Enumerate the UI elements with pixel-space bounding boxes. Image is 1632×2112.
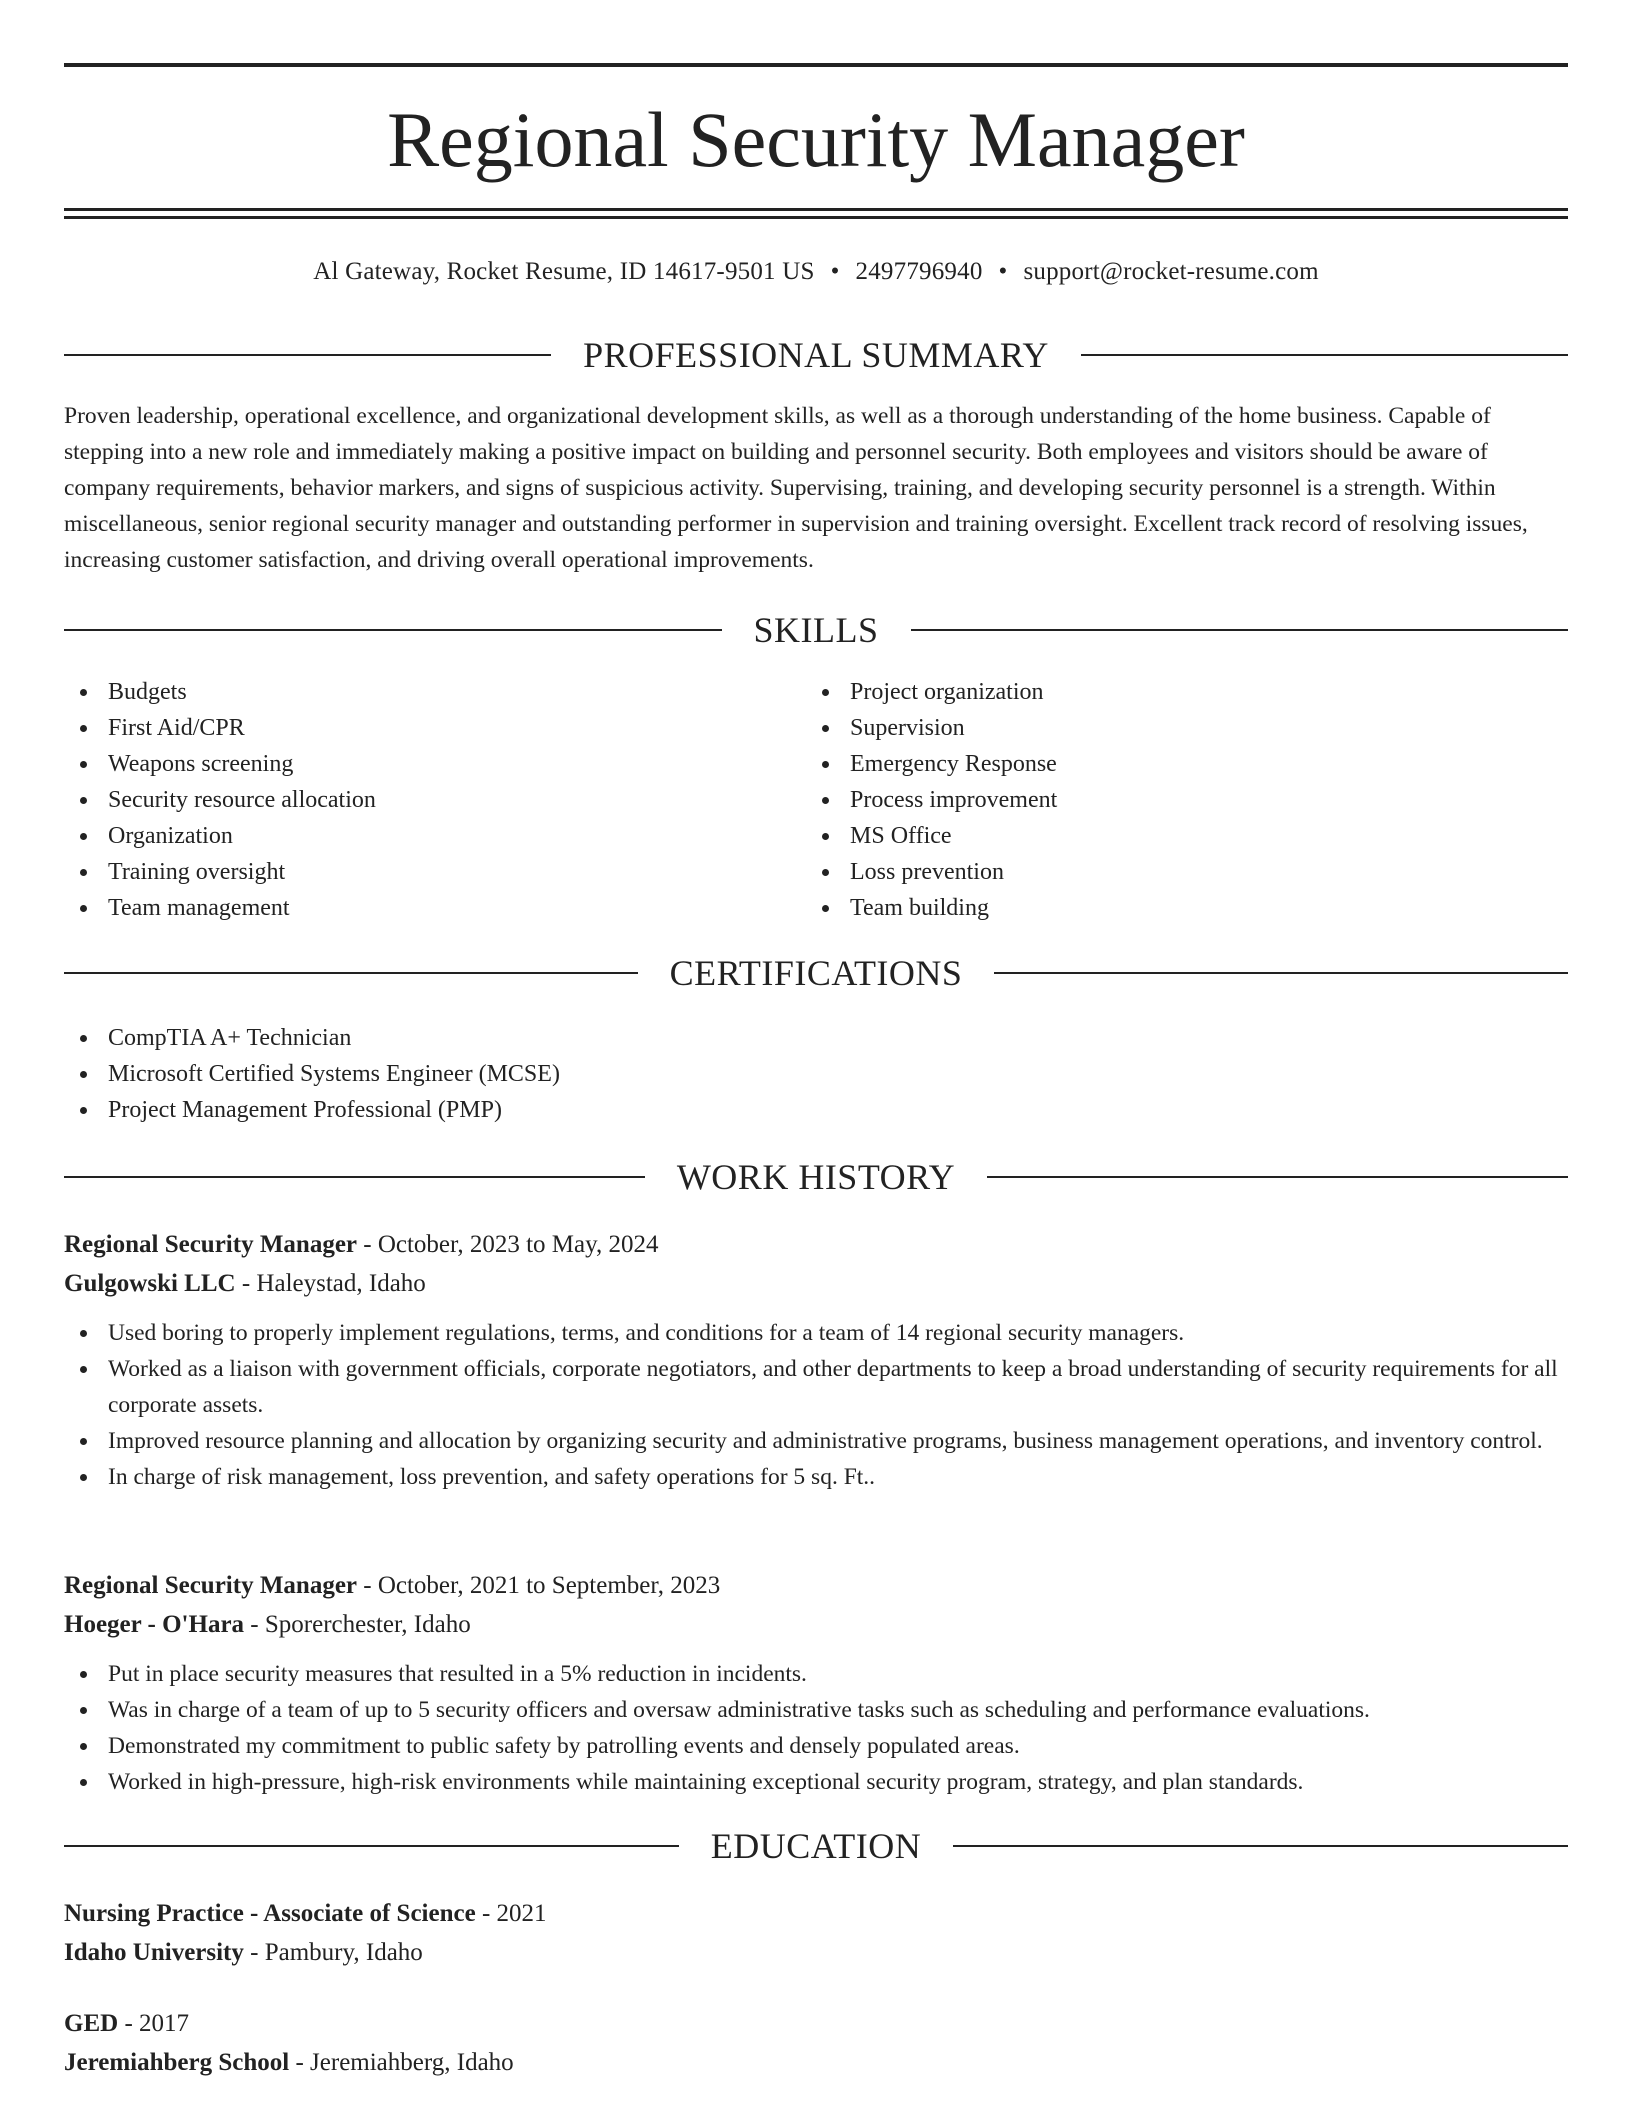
- skill-item: First Aid/CPR: [64, 710, 764, 746]
- education-entry: [64, 1894, 1568, 1972]
- section-title: EDUCATION: [710, 1826, 922, 1866]
- job-bullet: Put in place security measures that resulted in a 5% reduction in incidents.: [64, 1656, 1568, 1692]
- skill-item: Project organization: [806, 674, 1506, 710]
- job-location: - Sporerchester, Idaho: [244, 1611, 471, 1638]
- job-title-line: [64, 1566, 1568, 1605]
- divider-line: [64, 1845, 679, 1847]
- resume-title: Regional Security Manager: [387, 96, 1245, 183]
- section-title: PROFESSIONAL SUMMARY: [583, 335, 1049, 375]
- certification-item: Microsoft Certified Systems Engineer (MCSE): [64, 1056, 1568, 1092]
- skill-item: Loss prevention: [806, 854, 1506, 890]
- skill-item: Security resource allocation: [64, 782, 764, 818]
- contact-line: [64, 252, 1568, 292]
- job-title-line: [64, 1225, 1568, 1264]
- job-role: Regional Security Manager: [64, 1231, 358, 1258]
- divider-line: [64, 354, 551, 356]
- education-entry: [64, 2004, 1568, 2082]
- skill-item: Team building: [806, 890, 1506, 926]
- job-role: Regional Security Manager: [64, 1572, 358, 1599]
- divider-line: [64, 972, 638, 974]
- skill-item: Emergency Response: [806, 746, 1506, 782]
- skill-item: Process improvement: [806, 782, 1506, 818]
- contact-separator: •: [830, 258, 840, 285]
- certification-item: Project Management Professional (PMP): [64, 1092, 1568, 1128]
- skill-item: Organization: [64, 818, 764, 854]
- education-degree-line: [64, 2004, 1568, 2043]
- job-bullet: Improved resource planning and allocation by organizing security and administrative programs, business management operations, and inventory control.: [64, 1423, 1568, 1459]
- job-bullet: Worked in high-pressure, high-risk environments while maintaining exceptional security program, strategy, and plan standards.: [64, 1764, 1568, 1800]
- divider-line: [1081, 354, 1568, 356]
- education-degree: GED: [64, 2010, 119, 2037]
- job-company: Gulgowski LLC: [64, 1270, 236, 1297]
- certifications-list: [64, 1020, 1568, 1128]
- skill-item: Supervision: [806, 710, 1506, 746]
- education-year: - 2017: [118, 2010, 190, 2037]
- contact-address: Al Gateway, Rocket Resume, ID 14617-9501 US: [313, 258, 815, 285]
- section-header-certifications: [64, 948, 1568, 998]
- job-bullets: [64, 1315, 1568, 1495]
- education-location: - Pambury, Idaho: [243, 1939, 423, 1966]
- skills-list-left: [64, 674, 764, 926]
- divider-line: [64, 1176, 645, 1178]
- job-bullet: Demonstrated my commitment to public safety by patrolling events and densely populated areas.: [64, 1728, 1568, 1764]
- certification-item: CompTIA A+ Technician: [64, 1020, 1568, 1056]
- education-school-line: [64, 1933, 1568, 1972]
- section-header-skills: [64, 605, 1568, 655]
- contact-email[interactable]: support@rocket-resume.com: [1023, 258, 1319, 285]
- job-company-line: [64, 1264, 1568, 1303]
- education-year: - 2021: [475, 1900, 547, 1927]
- section-header-summary: [64, 330, 1568, 380]
- job-dates: - October, 2021 to September, 2023: [357, 1572, 721, 1599]
- title-rule-lower: [64, 216, 1568, 219]
- job-bullet: Used boring to properly implement regulations, terms, and conditions for a team of 14 regional security managers.: [64, 1315, 1568, 1351]
- section-header-work-history: [64, 1152, 1568, 1202]
- title-rule-upper: [64, 208, 1568, 211]
- divider-line: [953, 1845, 1568, 1847]
- job-bullets: [64, 1656, 1568, 1800]
- contact-phone: 2497796940: [855, 258, 983, 285]
- education-location: - Jeremiahberg, Idaho: [289, 2049, 514, 2076]
- education-school: Jeremiahberg School: [64, 2049, 290, 2076]
- job-location: - Haleystad, Idaho: [235, 1270, 426, 1297]
- skills-list-right: [806, 674, 1506, 926]
- section-title: SKILLS: [753, 610, 879, 650]
- job-bullet: Was in charge of a team of up to 5 security officers and oversaw administrative tasks such as scheduling and performance evaluations.: [64, 1692, 1568, 1728]
- summary-text: Proven leadership, operational excellence, and organizational development skills, as well as a thorough understanding of the home business. Capable of stepping into a new role and immediately making a positive impact on building and personnel security. Both employees and visitors should be aware of company requirements, behavior markers, and signs of suspicious activity. Supervising, training, and developing security personnel is a strength. Within miscellaneous, senior regional security manager and outstanding performer in supervision and training oversight. Excellent track record of resolving issues, increasing customer satisfaction, and driving overall operational improvements.: [64, 403, 1528, 573]
- divider-line: [911, 629, 1569, 631]
- job-company-line: [64, 1605, 1568, 1644]
- education-degree: Nursing Practice - Associate of Science: [64, 1900, 476, 1927]
- skill-item: Weapons screening: [64, 746, 764, 782]
- skill-item: Training oversight: [64, 854, 764, 890]
- job-entry: [64, 1225, 1568, 1495]
- education-school: Idaho University: [64, 1939, 244, 1966]
- skill-item: MS Office: [806, 818, 1506, 854]
- divider-line: [987, 1176, 1568, 1178]
- job-entry: [64, 1566, 1568, 1800]
- section-header-education: [64, 1821, 1568, 1871]
- top-rule: [64, 63, 1568, 67]
- divider-line: [64, 629, 722, 631]
- job-company: Hoeger - O'Hara: [64, 1611, 245, 1638]
- skill-item: Budgets: [64, 674, 764, 710]
- job-bullet: In charge of risk management, loss prevention, and safety operations for 5 sq. Ft..: [64, 1459, 1568, 1495]
- divider-line: [994, 972, 1568, 974]
- job-bullet: Worked as a liaison with government officials, corporate negotiators, and other departments to keep a broad understanding of security requirements for all corporate assets.: [64, 1351, 1568, 1423]
- section-title: CERTIFICATIONS: [669, 953, 963, 993]
- section-title: WORK HISTORY: [676, 1157, 956, 1197]
- job-dates: - October, 2023 to May, 2024: [357, 1231, 659, 1258]
- education-school-line: [64, 2043, 1568, 2082]
- skill-item: Team management: [64, 890, 764, 926]
- education-degree-line: [64, 1894, 1568, 1933]
- contact-separator: •: [998, 258, 1008, 285]
